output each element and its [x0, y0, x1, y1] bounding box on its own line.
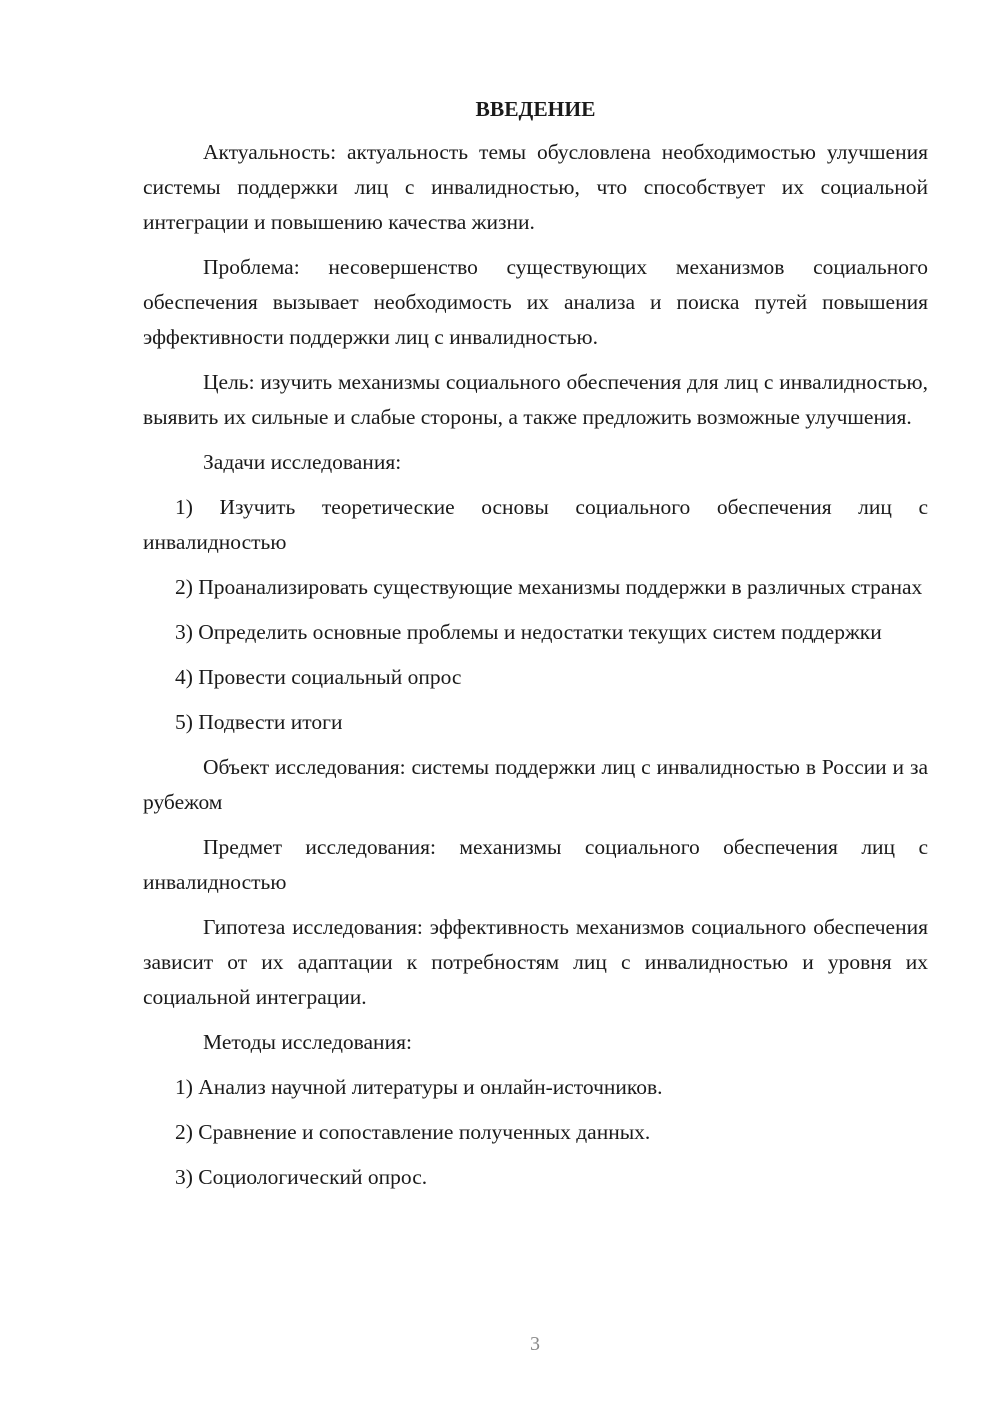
methods-label: Методы исследования: [203, 1030, 412, 1054]
goal-paragraph: Цель: изучить механизмы социального обеспечения для лиц с инвалидностью, выявить их сильные и слабые стороны, а также предложить возможные улучшения. [143, 370, 928, 429]
task-item: 4) Провести социальный опрос [175, 665, 462, 689]
method-item: 2) Сравнение и сопоставление полученных данных. [175, 1120, 651, 1144]
tasks-label: Задачи исследования: [203, 450, 402, 474]
document-page [143, 92, 928, 1205]
hypothesis-paragraph: Гипотеза исследования: эффективность механизмов социального обеспечения зависит от их адаптации к потребностям лиц с инвалидностью и уровня их социальной интеграции. [143, 915, 928, 1009]
problem-paragraph: Проблема: несовершенство существующих механизмов социального обеспечения вызывает необходимость их анализа и поиска путей повышения эффективности поддержки лиц с инвалидностью. [143, 255, 928, 349]
task-item: 1) Изучить теоретические основы социального обеспечения лиц с инвалидностью [143, 495, 928, 554]
method-item: 3) Социологический опрос. [175, 1165, 428, 1189]
task-item: 3) Определить основные проблемы и недостатки текущих систем поддержки [175, 620, 882, 644]
object-paragraph: Объект исследования: системы поддержки лиц с инвалидностью в России и за рубежом [143, 755, 928, 814]
subject-paragraph: Предмет исследования: механизмы социального обеспечения лиц с инвалидностью [143, 835, 928, 894]
section-heading: ВВЕДЕНИЕ [475, 97, 596, 121]
relevance-paragraph: Актуальность: актуальность темы обусловлена необходимостью улучшения системы поддержки лиц с инвалидностью, что способствует их социальной интеграции и повышению качества жизни. [143, 140, 928, 234]
task-item: 2) Проанализировать существующие механизмы поддержки в различных странах [175, 575, 923, 599]
task-item: 5) Подвести итоги [175, 710, 343, 734]
page-number: 3 [530, 1333, 540, 1355]
method-item: 1) Анализ научной литературы и онлайн-источников. [175, 1075, 663, 1099]
